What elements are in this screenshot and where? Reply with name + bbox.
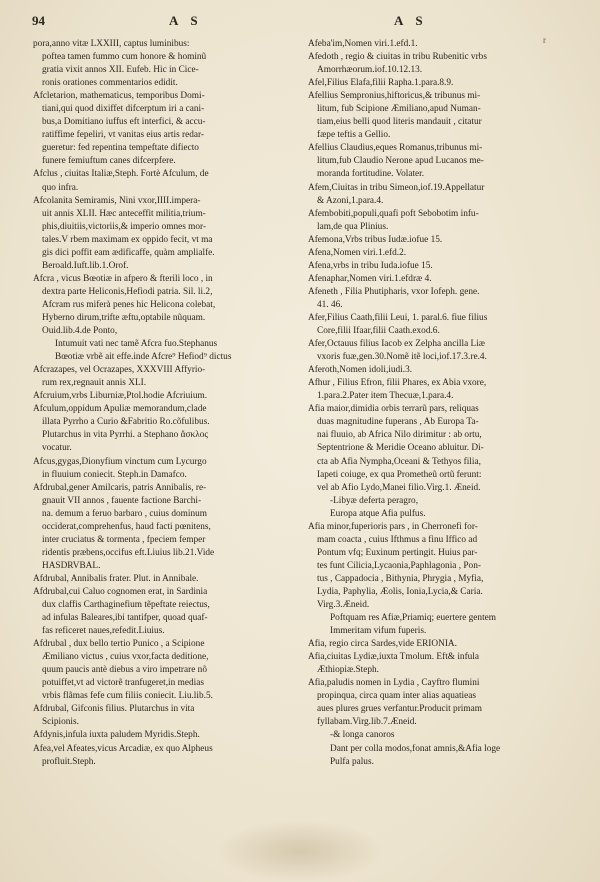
dictionary-entry [308,234,570,247]
left-column [33,38,293,769]
entry-line: Dant per colla modos,fonat amnis,&Afia loge [330,743,501,754]
entry-headline: Aferoth,Nomen idoli,iudi.3. [308,365,413,376]
dictionary-entry [308,77,570,90]
entry-line: phis,diuitiis,victoriis,& imperio omnes mor- [42,221,207,232]
entry-line: vocatur. [42,443,72,454]
entry-headline: Afclus , ciuitas Italiæ,Steph. Fortè Afculum, de [33,169,209,180]
paper-stain [215,820,385,882]
dictionary-entry [33,482,293,573]
dictionary-entry [308,403,570,520]
dictionary-entry [308,273,570,286]
entry-line: tiam,eius belli quod literis mandauit , citatur [317,117,482,128]
entry-headline: Afia,paludis nomen in Lydia , Cayftro flumini [308,678,480,689]
entry-line: vel ab Afio Lydo,Manei filio.Virg.1. Æneid. [317,482,481,493]
entry-line: Iapeti coiuge, ex qua Prometheũ ortũ ferunt: [317,469,482,480]
entry-line: gis dici poffit eam ædificaffe, quàm amplialfe. [42,247,215,258]
entry-line: ad infulas Baleares,ibi tantifper, quoad quaf- [42,613,208,624]
entry-headline: Afdrubal,cui Caluo cognomen erat, in Sardinia [33,586,208,597]
entry-line: Intumuit vati nec tamẽ Afcra fuo.Stephanus [55,339,218,350]
entry-line: mam coacta , cuius Ifthmus a finu Iffico ad [317,534,478,545]
dictionary-entry [308,377,570,403]
entry-line: tes funt Cilicia,Lycaonia,Paphlagonia , Pon- [317,560,481,571]
entry-line: occiderat,comprehenfus, haud facti pœnitens, [42,521,211,532]
dictionary-entry [33,90,293,168]
dictionary-entry [308,312,570,338]
entry-headline: Afcus,gygas,Dionyfium vinctum cum Lycurgo [33,456,207,467]
entry-line: Core,filii Ifaar,filii Caath.exod.6. [317,326,440,337]
entry-headline: Afel,Filius Elafa,filii Rapha.1.para.8.9. [308,78,454,89]
dictionary-entry [308,208,570,234]
entry-line: tus , Cappadocia , Bithynia, Phrygia , Myfia, [317,573,484,584]
entry-line: gueretur: fed repentina tempeftate difiecto [42,143,199,154]
right-column [308,38,570,769]
entry-line: Lydia, Paphylia, Æolis, Ionia,Lycia,& Caria. [317,586,483,597]
entry-line: Hyberno dirum,trifte æftu,optabile nũquam. [42,312,206,323]
entry-line: aues plures grues verfantur.Producit primam [317,704,482,715]
dictionary-entry [308,260,570,273]
running-header [0,13,600,33]
entry-headline: Afdrubal , dux bello tertio Punico , a Scipione [33,639,205,650]
entry-headline: Afena,Nomen viri.1.efd.2. [308,247,407,258]
entry-headline: Afeba'im,Nomen viri.1.efd.1. [308,39,418,49]
entry-headline: Afdrubal, Gifconis filius. Plutarchus in vita [33,704,195,715]
entry-line: dux claffis Carthaginefium tẽpeftate reiectus, [42,600,210,611]
entry-line: quum paucis antè diebus a viro impetrare nõ [42,665,207,676]
entry-headline: Afembobiti,populi,quafi poft Sebobotim infu- [308,208,479,219]
entry-headline: Afem,Ciuitas in tribu Simeon,iof.19.Appellatur [308,182,485,193]
entry-line: tales.V rbem maximam ex oppido fecit, vt ma [42,234,213,245]
entry-line: litum, fub Scipione Æmiliano,apud Numan- [317,104,481,115]
dictionary-entry [33,364,293,390]
dictionary-entry [33,38,293,90]
entry-line: illata Pyrrho a Curio &Fabritio Ro.cõfulibus. [42,417,210,428]
entry-headline: Afenaphar,Nomen viri.1.efdræ 4. [308,273,432,284]
dictionary-entry [308,51,570,77]
running-head-left: AS [169,13,210,28]
dictionary-entry [308,651,570,677]
dictionary-entry [308,364,570,377]
dictionary-entry [33,743,293,769]
entry-line: HASDRVBAL. [42,560,101,571]
dictionary-entry [33,195,293,273]
dictionary-entry [33,390,293,403]
entry-headline: Afdrubal,gener Amilcaris, patris Annibalis, re- [33,482,207,493]
entry-line: Poftquam res Afiæ,Priamiq; euertere gentem [330,613,497,624]
entry-line: funere femiuftum canes difcerpfere. [42,156,176,167]
entry-line: & Azoni,1.para.4. [317,195,384,206]
dictionary-entry [308,521,570,638]
entry-line: gnauit VII annos , fauente factione Barchi- [42,495,202,506]
entry-line: Europa atque Afia pulfus. [330,508,426,519]
dictionary-entry [33,703,293,729]
entry-line: Pontum vfq; Euxinum pertingit. Huius par- [317,547,478,558]
dictionary-entry [33,638,293,703]
entry-headline: Afia maior,dimidia orbis terrarũ pars, reliquas [308,404,479,415]
entry-line: cta ab Afia Nympha,Oceani & Tethyos filia, [317,456,481,467]
entry-line: -Libyæ deferta peragro, [330,495,419,506]
entry-headline: Afellius Claudius,eques Romanus,tribunus mi- [308,143,483,154]
entry-line: -& longa canoros [330,730,395,741]
entry-line: propinqua, circa quam inter alias aquatieas [317,691,477,702]
dictionary-entry [308,338,570,364]
entry-line: ridentis præbens,occifus eft.Liuius lib.21.Vide [42,547,215,558]
entry-line: ratiffime fepeliri, vt vanitas eius artis redar- [42,130,205,141]
entry-headline: Afcrazapes, vel Ocrazapes, XXXVIII Affyrio- [33,365,206,376]
entry-line: Afcram rus miferà penes hic Helicona colebat, [42,299,216,310]
entry-line: Beroald.Iuft.lib.1.Orof. [42,260,129,271]
dictionary-entry [308,90,570,142]
dictionary-entry [33,456,293,482]
dictionary-entry [308,286,570,312]
entry-line: lam,de qua Plinius. [317,221,389,232]
dictionary-entry [33,586,293,638]
entry-line: quo infra. [42,182,79,193]
entry-headline: Afia,ciuitas Lydiæ,iuxta Tmolum. Eft& infula [308,652,480,663]
dictionary-entry [308,38,570,51]
entry-line: profluit.Steph. [42,756,96,767]
running-head-right: AS [394,13,435,28]
entry-headline: Afdrubal, Annibalis frater. Plut. in Annibale. [33,573,199,584]
entry-headline: Afellius Sempronius,hiftoricus,& tribunus mi- [308,91,481,102]
entry-headline: Afcolanita Semiramis, Nini vxor,IIII.impera- [33,195,201,206]
entry-headline: Afcletarion, mathematicus, temporibus Domi- [33,91,205,102]
entry-line: litum,fub Claudio Nerone apud Lucanos me- [317,156,484,167]
entry-line: Plutarchus in vita Pyrrhi. a Stephano ἄσκλος [42,430,209,441]
entry-line: Amorrhæorum.iof.10.12.13. [317,65,423,76]
dictionary-entry [33,273,293,364]
entry-line: duas magnitudine fuperans , Ab Europa Ta- [317,417,479,428]
entry-line: inter cruciatus & tormenta , fpeciem femper [42,534,206,545]
entry-line: tiani,qui quod dixiffet difcerptum iri a cani- [42,104,205,115]
entry-headline: Afcra , vicus Bœotiæ in afpero & fterili loco , in [33,273,213,284]
entry-line: dextra parte Heliconis,Hefiodi patria. Sil. li.2, [42,286,213,297]
entry-line: bus,a Domitiano iuffus eft interfici, & accu- [42,117,206,128]
page-number: 94 [32,13,45,28]
entry-line: Virg.3.Æneid. [317,600,370,611]
entry-headline: Afculum,oppidum Apuliæ memorandum,clade [33,404,207,415]
entry-line: na. demum a feruo barbaro , cuius dominum [42,508,207,519]
entry-line: ronis orationes commentarios edidit. [42,78,178,89]
entry-line: fas reficeret naues,refedit.Liuius. [42,626,165,637]
entry-headline: Afhur , Filius Efron, filii Phares, ex Abia vxore, [308,378,487,389]
margin-mark: r [543,35,546,45]
entry-headline: Afer,Octauus filius Iacob ex Zelpha ancilla Liæ [308,339,485,350]
entry-line: in fluuium coniecit. Steph.in Damafco. [42,469,187,480]
entry-line: Immeritam vifum fuperis. [330,626,427,637]
entry-line: fæpe teftis a Gellio. [317,130,391,141]
entry-line: Septentrione & Meridie Oceano abluitur. Di- [317,443,484,454]
entry-line: vxoris fuæ,gen.30.Nomẽ itẽ loci,iof.17.3.re.4. [317,352,487,363]
entry-line: fyllabam.Virg.lib.7.Æneid. [317,717,417,728]
entry-line: poftea tamen fummo cum honore & hominũ [42,52,207,63]
entry-line: nai fluuio, ab Africa Nilo dirimitur : ab ortu, [317,430,482,441]
entry-line: 41. 46. [317,299,343,310]
entry-headline: Afedoth , regio & ciuitas in tribu Rubenitic vrbs [308,52,487,63]
entry-line: Bœotiæ vrbẽ ait effe.inde Afcre⁹ Hefiod⁹ dictus [55,352,232,363]
entry-headline: Afer,Filius Caath,filii Leui, 1. paral.6. fiue filius [308,312,488,323]
entry-line: Scipionis. [42,717,79,728]
entry-headline: pora,anno vitæ LXXIII, captus luminibus: [33,39,190,49]
dictionary-entry [308,638,570,651]
entry-headline: Afea,vel Afeates,vicus Arcadiæ, ex quo Alpheus [33,743,213,754]
dictionary-entry [308,677,570,768]
dictionary-entry [33,168,293,194]
entry-line: rum rex,regnauit annis XLI. [42,378,147,389]
entry-headline: Afia minor,fuperioris pars , in Cherronefi for- [308,521,478,532]
dictionary-entry [308,142,570,181]
entry-line: Æmiliano victus , cuius vxor,facta deditione, [42,652,209,663]
entry-headline: Afena,vrbs in tribu Iuda.iofue 15. [308,260,433,271]
dictionary-entry [33,729,293,742]
entry-line: Ouid.lib.4.de Ponto, [42,326,118,337]
entry-headline: Afemona,Vrbs tribus Iudæ.iofue 15. [308,234,443,245]
entry-line: Pulfa palus. [330,756,374,767]
dictionary-entry [308,247,570,260]
entry-line: gratia vixit annos XII. Eufeb. Hic in Cice- [42,65,199,76]
entry-headline: Afdynis,infula iuxta paludem Myridis.Steph. [33,730,200,741]
entry-headline: Afia, regio circa Sardes,vide ERIONIA. [308,639,457,650]
dictionary-entry [308,182,570,208]
entry-line: vrbis flãmas fefe cum filiis coniecit. Liu.lib.5. [42,691,213,702]
dictionary-entry [33,403,293,455]
entry-headline: Afeneth , Filia Phutipharis, vxor Iofeph. gene. [308,286,480,297]
entry-line: Æthiopiæ.Steph. [317,665,379,676]
entry-line: 1.para.2.Pater item Thecuæ,1.para.4. [317,391,454,402]
entry-line: uit annis XLII. Hæc anteceffit militia,trium- [42,208,206,219]
entry-headline: Afcruium,vrbs Liburniæ,Ptol.hodie Afcriuium. [33,391,208,402]
entry-line: potuiffet,vt ad victorẽ tranfugeret,in medias [42,678,204,689]
entry-line: moranda fortitudine. Volater. [317,169,425,180]
dictionary-entry [33,573,293,586]
